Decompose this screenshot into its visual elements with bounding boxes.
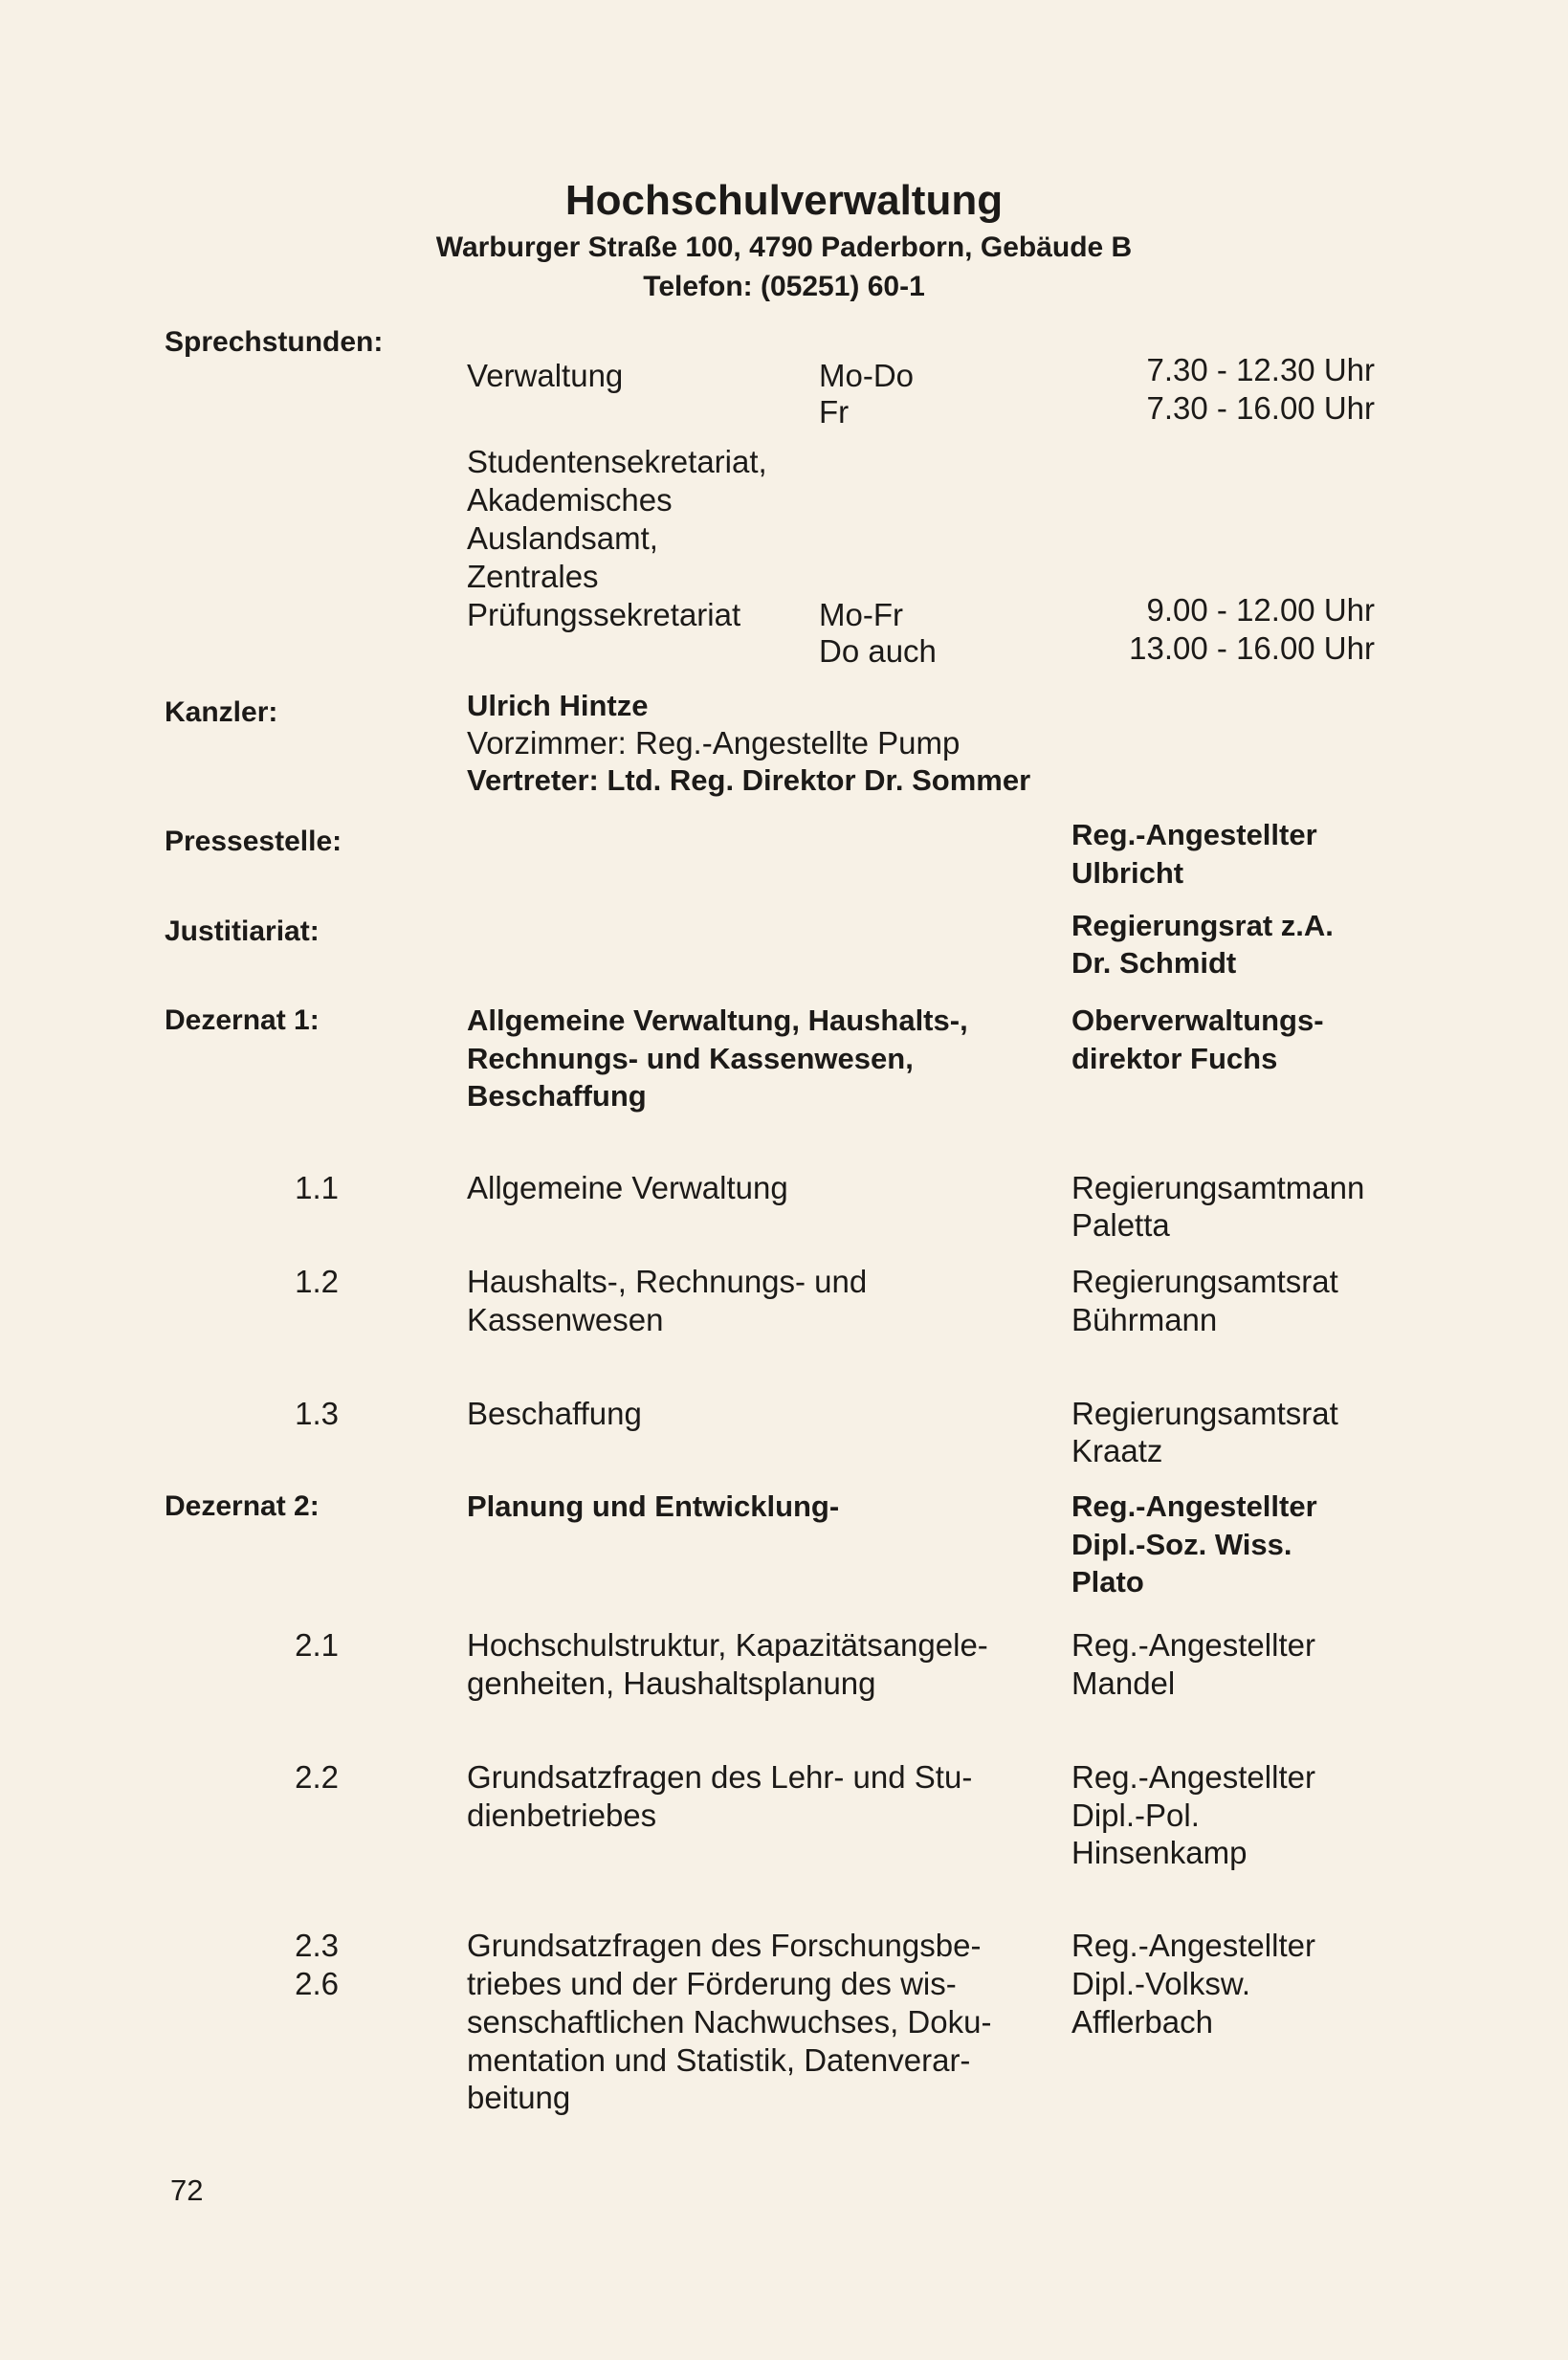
section-desc: senschaftlichen Nachwuchses, Doku-	[467, 2004, 992, 2040]
section-person: Reg.-Angestellter	[1071, 1759, 1315, 1795]
section-desc: Haushalts-, Rechnungs- und	[467, 1264, 868, 1299]
kanzler-label: Kanzler:	[165, 696, 278, 728]
office-line: Prüfungssekretariat	[467, 597, 741, 632]
section-person: Regierungsamtsrat	[1071, 1264, 1338, 1299]
section-number: 2.1	[295, 1627, 339, 1663]
page-title: Hochschulverwaltung	[564, 177, 1004, 224]
dezernat2-person: Reg.-Angestellter	[1071, 1489, 1317, 1523]
dezernat2-desc: Planung und Entwicklung-	[467, 1489, 840, 1523]
verwaltung-label: Verwaltung	[467, 358, 624, 393]
dezernat2-person: Dipl.-Soz. Wiss.	[1071, 1528, 1292, 1561]
kanzler-vertreter: Vertreter: Ltd. Reg. Direktor Dr. Sommer	[467, 763, 1031, 797]
pressestelle-person: Ulbricht	[1071, 856, 1184, 890]
day-mo-do: Mo-Do	[819, 358, 915, 393]
section-number: 1.2	[295, 1264, 339, 1299]
section-person: Mandel	[1071, 1665, 1176, 1701]
section-person: Regierungsamtsrat	[1071, 1396, 1338, 1431]
section-person: Hinsenkamp	[1071, 1835, 1248, 1870]
justitiariat-label: Justitiariat:	[165, 915, 320, 947]
time-fr: 7.30 - 16.00 Uhr	[1146, 390, 1375, 426]
day-do-auch: Do auch	[819, 633, 937, 669]
page-number: 72	[170, 2173, 204, 2207]
address-line: Warburger Straße 100, 4790 Paderborn, Gebäude B	[435, 232, 1133, 263]
dezernat1-person: Oberverwaltungs-	[1071, 1004, 1324, 1037]
section-person: Afflerbach	[1071, 2004, 1213, 2040]
pressestelle-label: Pressestelle:	[165, 826, 342, 857]
section-desc: Hochschulstruktur, Kapazitätsangele-	[467, 1627, 988, 1663]
day-fr: Fr	[819, 394, 850, 430]
section-desc: Grundsatzfragen des Lehr- und Stu-	[467, 1759, 973, 1795]
office-line: Zentrales	[467, 559, 599, 594]
section-desc: Allgemeine Verwaltung	[467, 1170, 788, 1205]
section-number: 2.3	[295, 1928, 339, 1963]
dezernat1-desc: Allgemeine Verwaltung, Haushalts-,	[467, 1004, 968, 1037]
justitiariat-person: Dr. Schmidt	[1071, 946, 1237, 980]
time-mo-do: 7.30 - 12.30 Uhr	[1146, 352, 1375, 387]
dezernat1-desc: Beschaffung	[467, 1079, 647, 1113]
section-person: Reg.-Angestellter	[1071, 1928, 1315, 1963]
section-person: Dipl.-Volksw.	[1071, 1966, 1251, 2001]
section-desc: dienbetriebes	[467, 1798, 657, 1833]
justitiariat-person: Regierungsrat z.A.	[1071, 909, 1334, 942]
office-line: Akademisches	[467, 482, 673, 518]
day-mo-fr: Mo-Fr	[819, 597, 903, 632]
section-number: 1.1	[295, 1170, 339, 1205]
section-desc: Kassenwesen	[467, 1302, 664, 1337]
time-do-auch: 13.00 - 16.00 Uhr	[1129, 630, 1375, 666]
pressestelle-person: Reg.-Angestellter	[1071, 818, 1317, 851]
dezernat2-person: Plato	[1071, 1565, 1144, 1599]
section-number: 2.2	[295, 1759, 339, 1795]
section-person: Dipl.-Pol.	[1071, 1798, 1200, 1833]
section-person: Reg.-Angestellter	[1071, 1627, 1315, 1663]
time-mo-fr: 9.00 - 12.00 Uhr	[1146, 592, 1375, 628]
kanzler-name: Ulrich Hintze	[467, 689, 649, 722]
dezernat1-desc: Rechnungs- und Kassenwesen,	[467, 1042, 914, 1075]
dezernat1-label: Dezernat 1:	[165, 1004, 320, 1036]
section-desc: beitung	[467, 2080, 571, 2115]
section-person: Bührmann	[1071, 1302, 1218, 1337]
section-desc: genheiten, Haushaltsplanung	[467, 1665, 876, 1701]
office-line: Studentensekretariat,	[467, 444, 767, 479]
section-desc: Beschaffung	[467, 1396, 642, 1431]
section-person: Regierungsamtmann	[1071, 1170, 1365, 1205]
dezernat2-label: Dezernat 2:	[165, 1490, 320, 1522]
kanzler-vorzimmer: Vorzimmer: Reg.-Angestellte Pump	[467, 725, 961, 761]
section-number: 1.3	[295, 1396, 339, 1431]
office-line: Auslandsamt,	[467, 520, 658, 556]
section-desc: Grundsatzfragen des Forschungsbe-	[467, 1928, 982, 1963]
sprechstunden-label: Sprechstunden:	[165, 326, 384, 358]
section-number: 2.6	[295, 1966, 339, 2001]
section-person: Kraatz	[1071, 1433, 1163, 1468]
section-desc: mentation und Statistik, Datenverar-	[467, 2042, 971, 2078]
dezernat1-person: direktor Fuchs	[1071, 1042, 1278, 1075]
phone-line: Telefon: (05251) 60-1	[643, 271, 925, 302]
section-desc: triebes und der Förderung des wis-	[467, 1966, 957, 2001]
section-person: Paletta	[1071, 1207, 1170, 1243]
